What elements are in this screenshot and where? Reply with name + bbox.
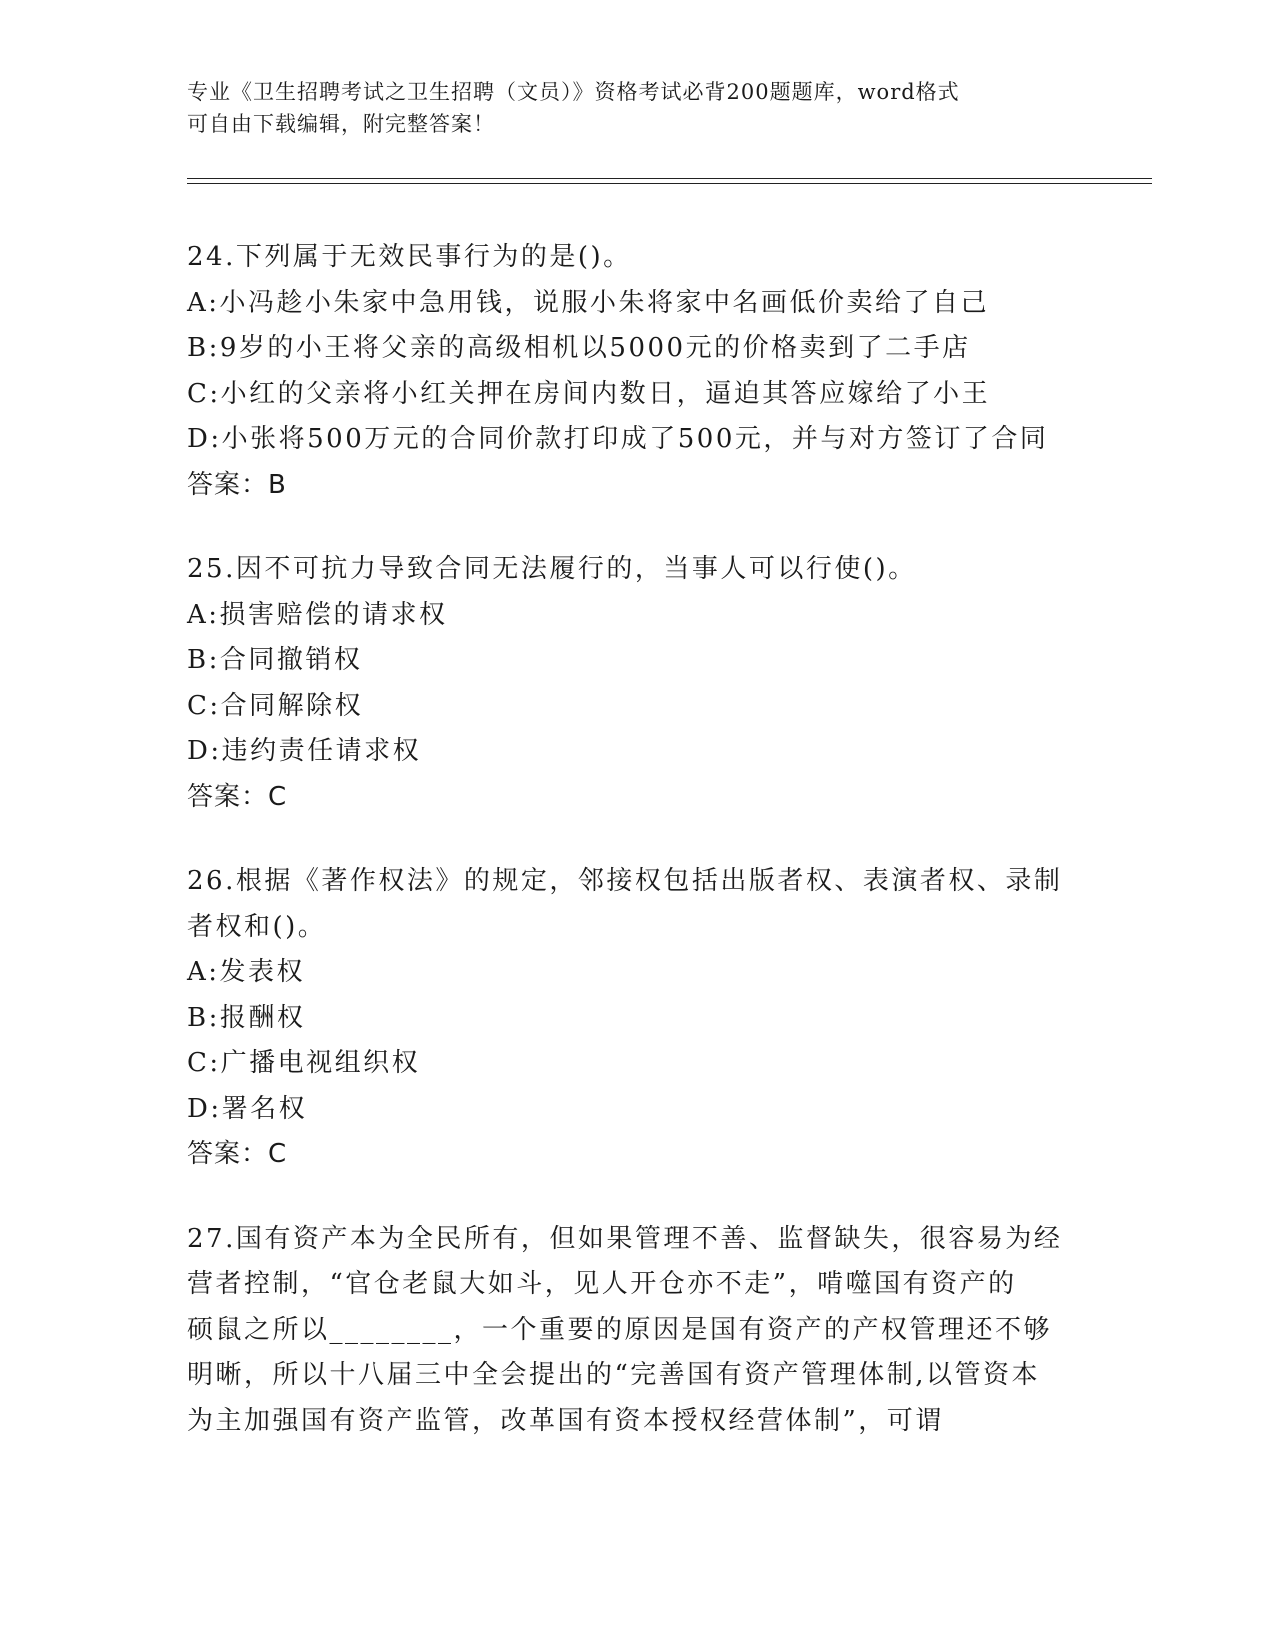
header-divider-top [187,178,1152,179]
document-header [187,76,1067,140]
answer-key: 答案：C [187,1139,288,1169]
question-stem-line: 明晰，所以十八届三中全会提出的“完善国有资产管理体制,以管资本 [187,1360,1041,1390]
question-stem-line: 营者控制，“官仓老鼠大如斗，见人开仓亦不走”，啃噬国有资产的 [187,1269,1017,1299]
question-block [187,1217,1087,1445]
header-title-line-1: 专业《卫生招聘考试之卫生招聘（文员）》资格考试必背200题题库，word格式 [187,80,960,104]
answer-option: D:署名权 [187,1093,308,1124]
question-block [187,859,1087,1178]
question-stem-line: 为主加强国有资产监管，改革国有资本授权经营体制”，可谓 [187,1405,944,1436]
question-stem [187,547,1087,593]
header-title-line-2: 可自由下载编辑，附完整答案！ [187,112,495,136]
answer-option: D:小张将500万元的合同价款打印成了500元，并与对方签订了合同 [187,424,1049,454]
answer-option: C:广播电视组织权 [187,1048,421,1078]
question-block [187,235,1087,508]
answer-option: B:9岁的小王将父亲的高级相机以5000元的价格卖到了二手店 [187,333,971,363]
answer-key: 答案：B [187,469,287,500]
answer-option: B:报酬权 [187,1002,306,1033]
question-stem-line: 27.国有资产本为全民所有，但如果管理不善、监督缺失，很容易为经 [187,1223,1063,1254]
answer-option: C:小红的父亲将小红关押在房间内数日，逼迫其答应嫁给了小王 [187,378,991,409]
answer-option: B:合同撤销权 [187,645,363,675]
answer-option: D:违约责任请求权 [187,736,422,766]
question-stem-line: 者权和()。 [187,911,327,942]
question-stem [187,235,1087,281]
question-stem-line: 25.因不可抗力导致合同无法履行的，当事人可以行使()。 [187,554,917,584]
answer-option: A:小冯趁小朱家中急用钱，说服小朱将家中名画低价卖给了自己 [187,287,990,318]
question-stem-line: 24.下列属于无效民事行为的是()。 [187,242,632,272]
answer-key: 答案：C [187,781,288,812]
answer-option: A:损害赔偿的请求权 [187,599,448,630]
question-list [187,235,1087,1483]
question-stem-line: 硕鼠之所以________，一个重要的原因是国有资产的产权管理还不够 [187,1314,1053,1345]
answer-option: C:合同解除权 [187,690,364,721]
question-stem [187,859,1087,950]
header-divider-bottom [187,183,1152,184]
question-stem [187,1217,1087,1445]
answer-option: A:发表权 [187,957,306,987]
question-block [187,547,1087,820]
question-stem-line: 26.根据《著作权法》的规定，邻接权包括出版者权、表演者权、录制 [187,866,1063,896]
